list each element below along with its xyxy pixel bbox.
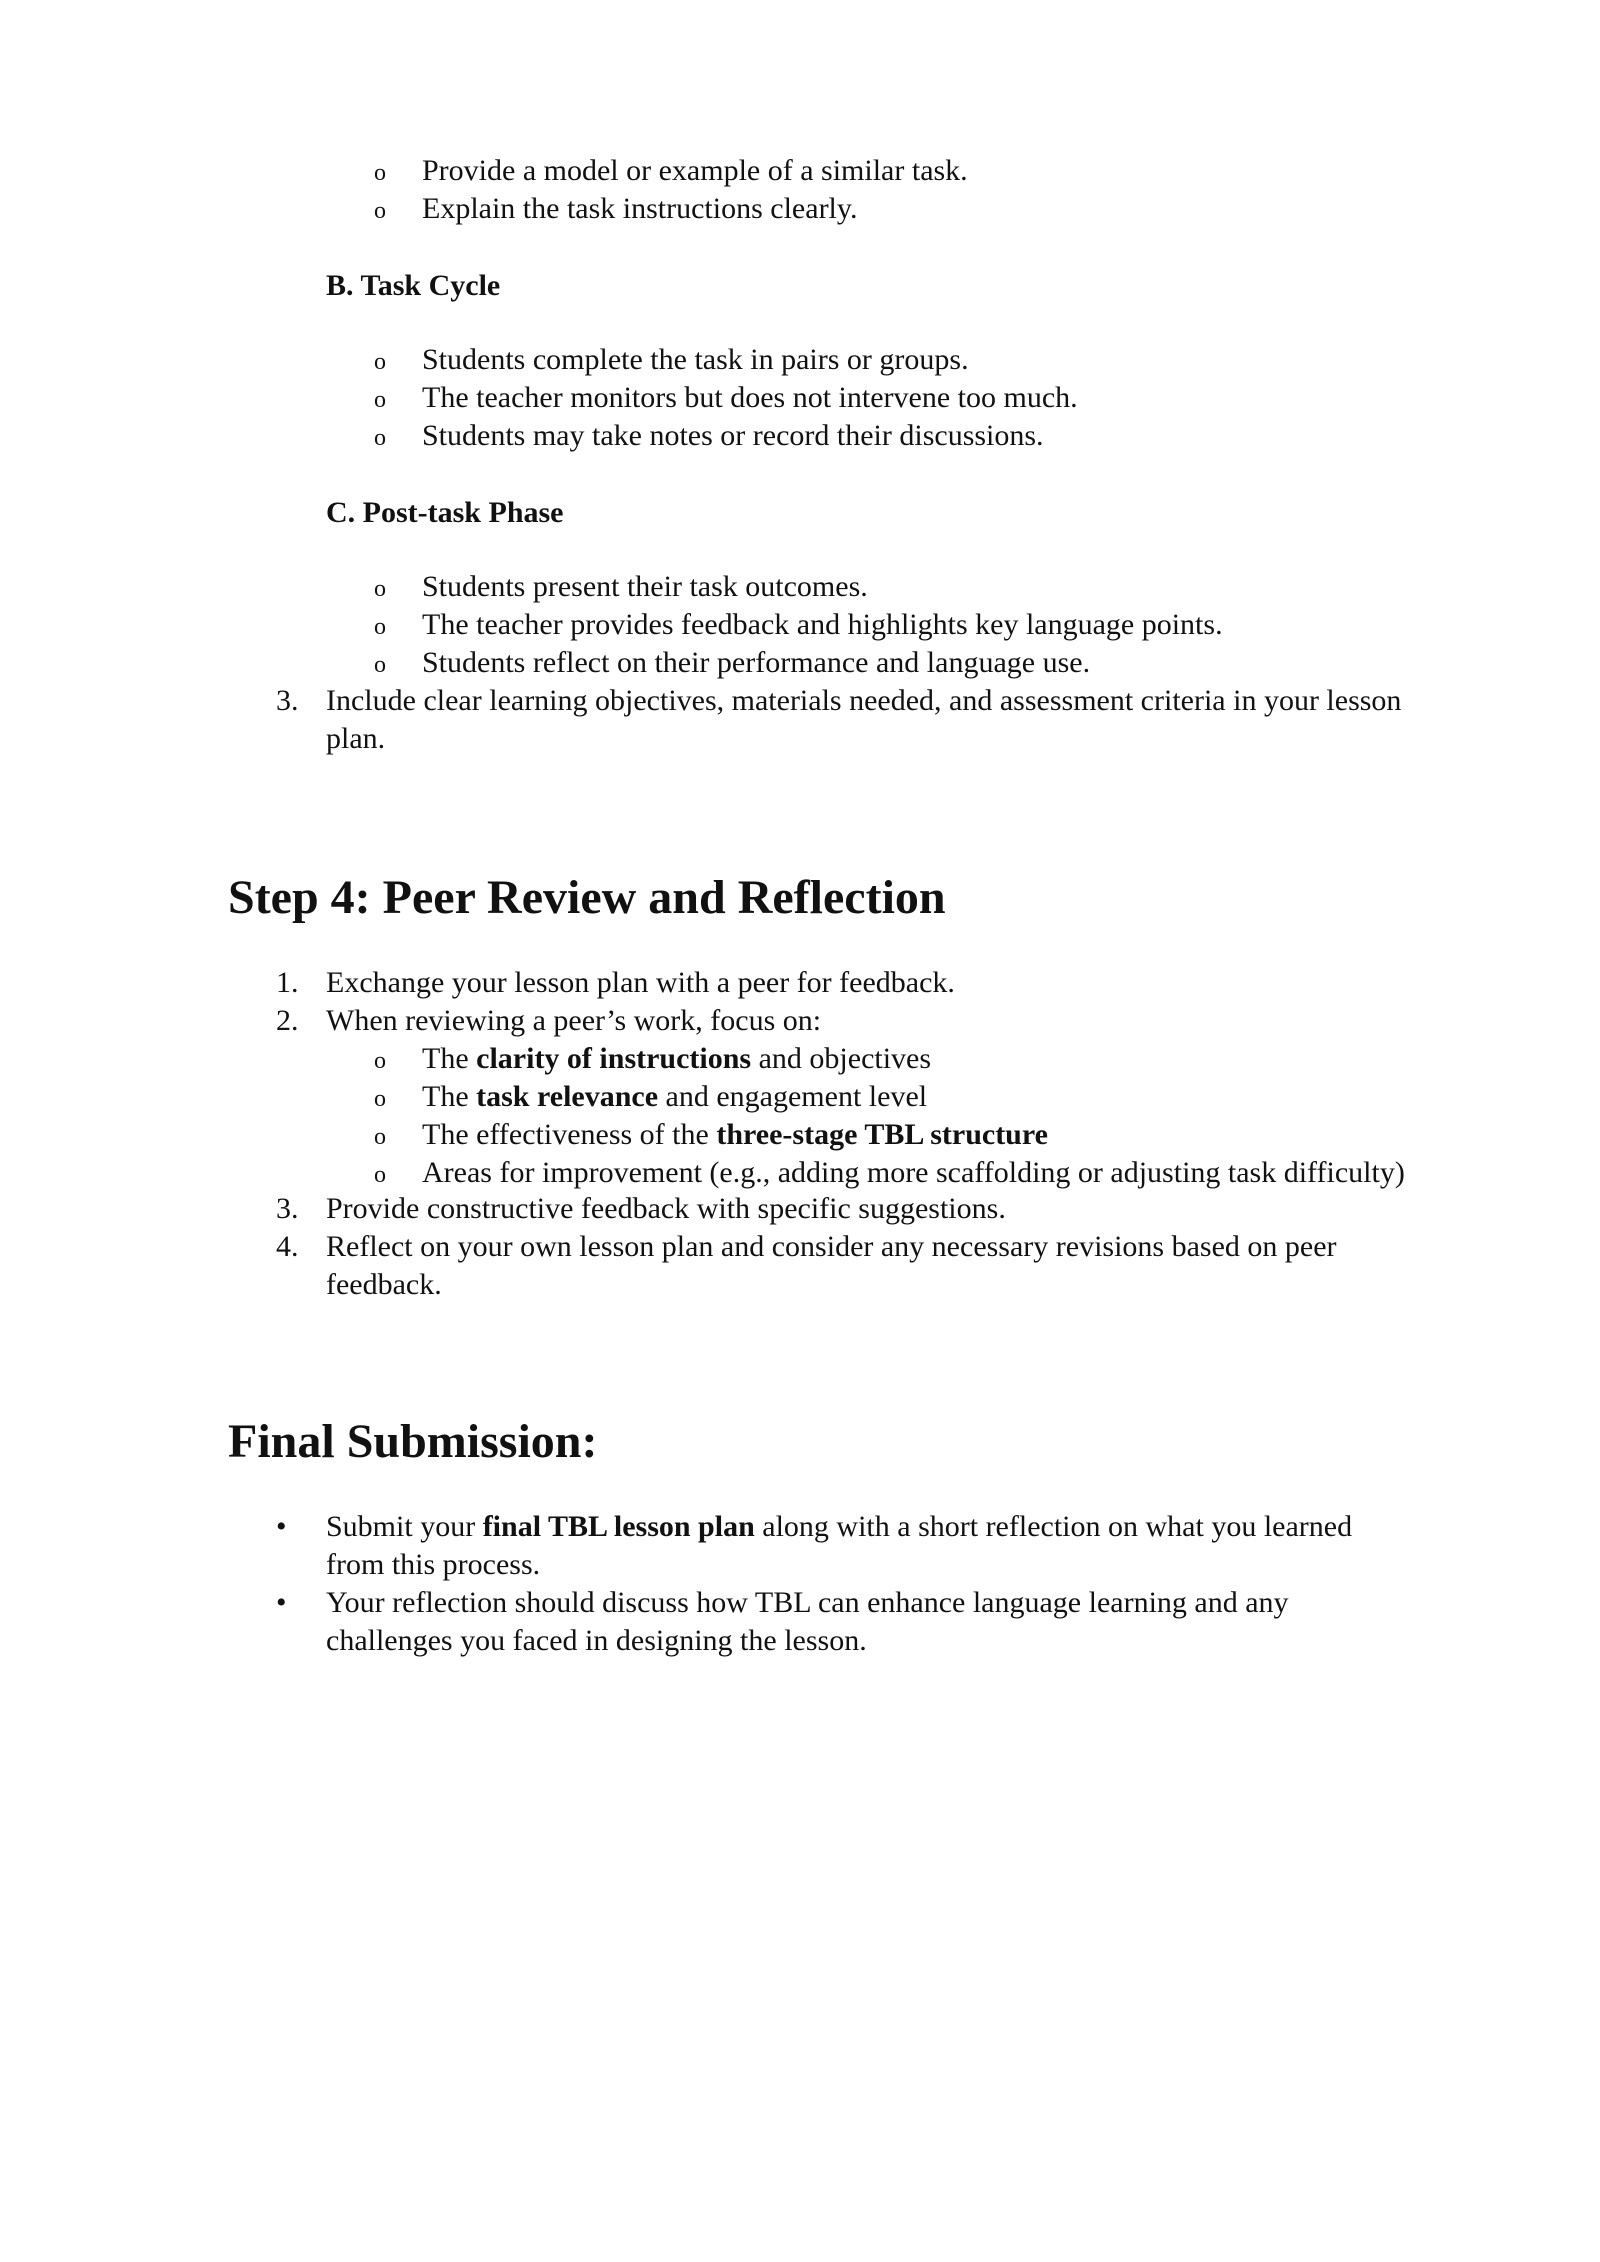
bullet-marker: • [276,1586,287,1619]
sub-bullet-marker: o [374,160,386,186]
post-task-bullet-2: The teacher provides feedback and highlights key language points. [422,608,1223,641]
list-number: 1. [276,966,299,999]
pre-task-bullet-2: Explain the task instructions clearly. [422,192,858,225]
post-task-heading: C. Post-task Phase [326,496,564,529]
step4-item-4-line2: feedback. [326,1268,442,1301]
sub-bullet-marker: o [374,349,386,375]
sub-bullet-marker: o [374,1124,386,1150]
list-number: 2. [276,1004,299,1037]
final-bullet-1-line2: from this process. [326,1548,541,1581]
step4-heading: Step 4: Peer Review and Reflection [228,871,946,924]
list-number: 4. [276,1230,299,1263]
step4-item-2: When reviewing a peer’s work, focus on: [326,1004,822,1037]
item3-line2: plan. [326,722,386,755]
step4-item-1: Exchange your lesson plan with a peer for feedback. [326,966,955,999]
task-cycle-bullet-2: The teacher monitors but does not intervene too much. [422,381,1078,414]
final-bullet-2-line1: Your reflection should discuss how TBL can enhance language learning and any [326,1586,1289,1619]
focus-item-2: The task relevance and engagement level [422,1080,928,1113]
sub-bullet-marker: o [374,614,386,640]
post-task-bullet-1: Students present their task outcomes. [422,570,868,603]
final-bullet-2-line2: challenges you faced in designing the lesson. [326,1624,867,1657]
post-task-bullet-3: Students reflect on their performance and language use. [422,646,1091,679]
list-number: 3. [276,684,299,717]
step4-item-4-line1: Reflect on your own lesson plan and consider any necessary revisions based on peer [326,1230,1337,1263]
bullet-marker: • [276,1510,287,1543]
focus-item-4: Areas for improvement (e.g., adding more scaffolding or adjusting task difficulty) [422,1156,1405,1189]
sub-bullet-marker: o [374,1048,386,1074]
sub-bullet-marker: o [374,198,386,224]
sub-bullet-marker: o [374,425,386,451]
step4-item-3: Provide constructive feedback with specific suggestions. [326,1192,1006,1225]
sub-bullet-marker: o [374,576,386,602]
focus-item-1: The clarity of instructions and objectives [422,1042,932,1075]
task-cycle-bullet-1: Students complete the task in pairs or groups. [422,343,969,376]
focus-item-3: The effectiveness of the three-stage TBL structure [422,1118,1048,1151]
sub-bullet-marker: o [374,652,386,678]
sub-bullet-marker: o [374,1162,386,1188]
list-number: 3. [276,1192,299,1225]
pre-task-bullet-1: Provide a model or example of a similar task. [422,154,968,187]
sub-bullet-marker: o [374,387,386,413]
item3-line1: Include clear learning objectives, materials needed, and assessment criteria in your lesson [326,684,1402,717]
task-cycle-heading: B. Task Cycle [326,269,501,302]
final-submission-heading: Final Submission: [228,1415,598,1468]
task-cycle-bullet-3: Students may take notes or record their discussions. [422,419,1044,452]
sub-bullet-marker: o [374,1086,386,1112]
final-bullet-1-line1: Submit your final TBL lesson plan along with a short reflection on what you learned [326,1510,1353,1543]
